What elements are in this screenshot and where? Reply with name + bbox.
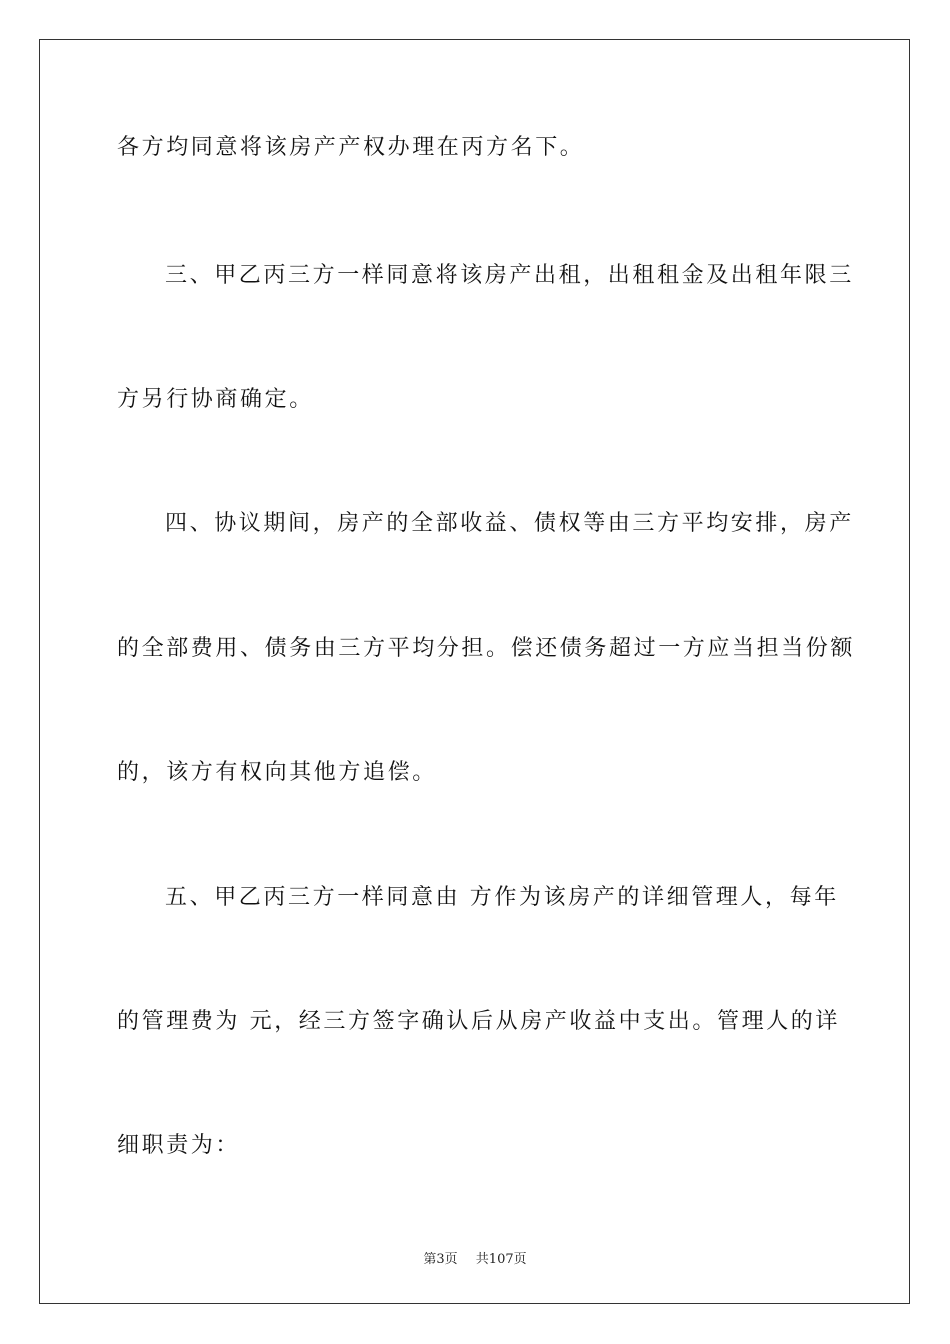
page-total: 共107页 — [475, 1252, 527, 1267]
body-text-line: 的全部费用、债务由三方平均分担。偿还债务超过一方应当担当份额 — [117, 636, 856, 661]
body-text-line: 细职责为： — [117, 1133, 241, 1158]
page-footer — [0, 1248, 950, 1267]
body-text-line: 五、甲乙丙三方一样同意由 方作为该房产的详细管理人，每年 — [165, 885, 839, 910]
body-text-line: 三、甲乙丙三方一样同意将该房产出租，出租租金及出租年限三 — [165, 263, 854, 288]
body-text-line: 的，该方有权向其他方追偿。 — [117, 760, 437, 785]
body-text-line: 方另行协商确定。 — [117, 387, 314, 412]
body-text-line: 的管理费为 元，经三方签字确认后从房产收益中支出。管理人的详 — [117, 1009, 840, 1034]
body-text-line: 各方均同意将该房产产权办理在丙方名下。 — [117, 135, 585, 160]
page-border — [39, 39, 910, 1304]
body-text-line: 四、协议期间，房产的全部收益、债权等由三方平均安排，房产 — [165, 511, 854, 536]
page-number: 第3页 — [423, 1252, 458, 1267]
